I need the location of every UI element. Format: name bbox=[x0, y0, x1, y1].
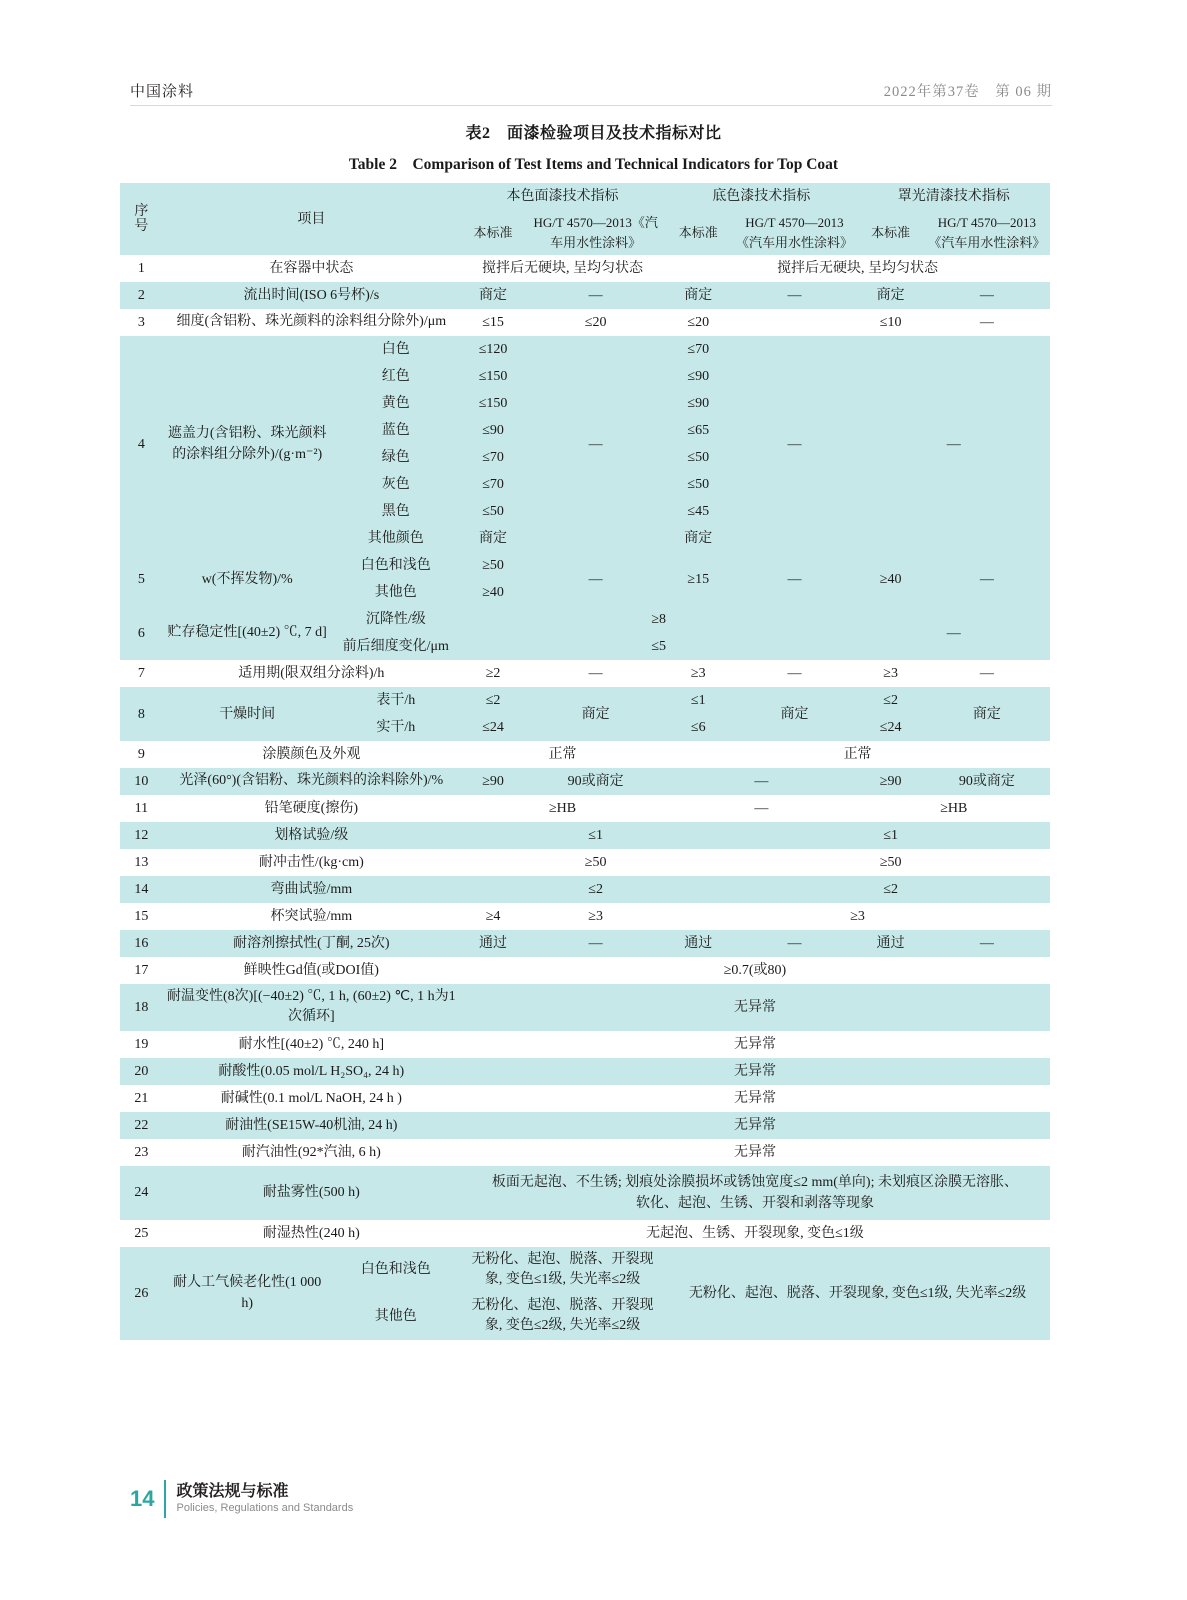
page-footer bbox=[130, 1480, 353, 1518]
row-value: ≤2 bbox=[883, 693, 898, 708]
row-item: 在容器中状态 bbox=[269, 261, 354, 276]
table-row bbox=[120, 309, 1050, 336]
row-item: 耐碱性(0.1 mol/L NaOH, 24 h ) bbox=[220, 1090, 402, 1106]
row-sublabel: 沉降性/级 bbox=[365, 612, 426, 627]
header-sub-6: HG/T 4570—2013《汽车用水性涂料》 bbox=[928, 215, 1046, 250]
row-item: 耐油性(SE15W-40机油, 24 h) bbox=[225, 1117, 398, 1133]
row-no: 1 bbox=[137, 261, 145, 276]
row-value: ≥40 bbox=[482, 585, 504, 600]
row-item: w(不挥发物)/% bbox=[201, 571, 293, 587]
section-name-en: Policies, Regulations and Standards bbox=[176, 1502, 354, 1515]
row-no: 14 bbox=[134, 882, 149, 897]
row-no: 11 bbox=[134, 801, 149, 816]
row-value: 无异常 bbox=[733, 1090, 776, 1106]
row-value: ≤2 bbox=[883, 882, 899, 897]
row-no: 15 bbox=[134, 909, 149, 924]
row-value: 通过 bbox=[684, 936, 713, 951]
row-no: 18 bbox=[134, 999, 149, 1015]
row-sublabel: 前后细度变化/μm bbox=[342, 639, 449, 654]
row-value: ≥90 bbox=[482, 774, 504, 789]
row-value: ≥90 bbox=[879, 774, 902, 789]
row-value: 搅拌后无硬块, 呈均匀状态 bbox=[777, 261, 939, 276]
row-value: — bbox=[946, 436, 961, 452]
row-value: ≤15 bbox=[482, 315, 504, 330]
row-value: ≤50 bbox=[482, 504, 504, 519]
row-value: ≤150 bbox=[478, 396, 508, 411]
row-value: ≤45 bbox=[687, 504, 710, 519]
row-no: 22 bbox=[134, 1117, 149, 1133]
table-row bbox=[120, 984, 1050, 1031]
section-name-cn: 政策法规与标准 bbox=[176, 1483, 289, 1501]
row-value: ≤120 bbox=[478, 342, 508, 357]
row-no: 25 bbox=[134, 1225, 149, 1241]
row-sublabel: 实干/h bbox=[376, 720, 416, 735]
table-row bbox=[120, 1166, 1050, 1220]
row-value: 正常 bbox=[843, 747, 872, 762]
row-value: ≤90 bbox=[687, 396, 710, 411]
row-value: ≥3 bbox=[588, 909, 603, 924]
row-sublabel: 绿色 bbox=[381, 450, 410, 465]
row-value: — bbox=[787, 936, 802, 951]
row-value: — bbox=[588, 666, 603, 681]
row-value: ≤90 bbox=[482, 423, 504, 438]
table-title-en: Table 2 Comparison of Test Items and Technical Indicators for Top Coat bbox=[348, 156, 839, 173]
row-value: ≥3 bbox=[850, 909, 865, 924]
table-header-row-1 bbox=[120, 183, 1050, 210]
row-value: ≤10 bbox=[879, 315, 902, 330]
row-value: 商定 bbox=[780, 706, 809, 722]
row-item: 适用期(限双组分涂料)/h bbox=[238, 666, 385, 681]
table-row bbox=[120, 1112, 1050, 1139]
row-value: ≥3 bbox=[690, 666, 706, 681]
table-row bbox=[120, 876, 1050, 903]
row-value: 通过 bbox=[479, 936, 508, 951]
header-no: 序号 bbox=[134, 203, 149, 234]
row-item: 耐溶剂擦拭性(丁酮, 25次) bbox=[233, 936, 390, 951]
table-row bbox=[120, 1031, 1050, 1058]
row-value: 商定 bbox=[972, 706, 1001, 722]
row-value: ≤50 bbox=[687, 450, 710, 465]
row-value: 无粉化、起泡、脱落、开裂现象, 变色≤1级, 失光率≤2级 bbox=[471, 1251, 654, 1287]
row-item: 耐温变性(8次)[(−40±2) ℃, 1 h, (60±2) ℃, 1 h为1次循环] bbox=[167, 989, 456, 1025]
row-item: 干燥时间 bbox=[219, 706, 276, 722]
table-row bbox=[120, 1220, 1050, 1247]
row-value: ≤1 bbox=[883, 828, 899, 843]
row-no: 6 bbox=[137, 625, 145, 641]
table-row bbox=[120, 741, 1050, 768]
row-no: 16 bbox=[134, 936, 149, 951]
row-value: 无粉化、起泡、脱落、开裂现象, 变色≤2级, 失光率≤2级 bbox=[471, 1298, 654, 1334]
row-value: ≤20 bbox=[584, 315, 607, 330]
row-no: 24 bbox=[134, 1185, 149, 1201]
row-no: 2 bbox=[137, 288, 145, 303]
row-value: ≥4 bbox=[485, 909, 501, 924]
row-value: — bbox=[979, 571, 994, 587]
row-sublabel: 其他色 bbox=[374, 585, 417, 600]
row-item: 贮存稳定性[(40±2) ℃, 7 d] bbox=[167, 624, 327, 640]
row-value: ≤24 bbox=[482, 720, 504, 735]
table-row bbox=[120, 255, 1050, 282]
header-sub-2: HG/T 4570—2013《汽车用水性涂料》 bbox=[533, 215, 658, 250]
row-no: 5 bbox=[137, 571, 145, 587]
row-no: 20 bbox=[134, 1063, 149, 1079]
table-row bbox=[120, 795, 1050, 822]
row-value: ≥HB bbox=[940, 801, 968, 816]
row-value: — bbox=[787, 288, 802, 303]
row-item: 鲜映性Gd值(或DOI值) bbox=[243, 963, 379, 978]
row-value: ≤150 bbox=[478, 369, 508, 384]
row-value: ≤50 bbox=[687, 477, 710, 492]
row-value: ≤2 bbox=[588, 882, 603, 897]
row-value: 商定 bbox=[684, 531, 713, 546]
row-value: 无异常 bbox=[733, 1117, 776, 1133]
row-no: 8 bbox=[137, 706, 145, 722]
row-value: ≤70 bbox=[687, 342, 710, 357]
row-value: ≤65 bbox=[687, 423, 710, 438]
header-group-3: 罩光清漆技术指标 bbox=[897, 189, 1010, 204]
table-title-cn: 表2 面漆检验项目及技术指标对比 bbox=[465, 125, 722, 142]
row-no: 3 bbox=[137, 315, 145, 330]
row-value: — bbox=[588, 936, 603, 951]
row-item: 流出时间(ISO 6号杯)/s bbox=[243, 288, 380, 303]
row-sublabel: 其他色 bbox=[374, 1308, 417, 1324]
row-item: 细度(含铝粉、珠光颜料的涂料组分除外)/μm bbox=[176, 314, 447, 330]
table-row bbox=[120, 903, 1050, 930]
row-no: 4 bbox=[137, 436, 145, 452]
table-row bbox=[120, 606, 1050, 633]
row-value: ≤70 bbox=[482, 450, 504, 465]
row-value: ≤20 bbox=[687, 315, 710, 330]
row-value: ≥HB bbox=[548, 801, 577, 816]
row-sublabel: 白色和浅色 bbox=[360, 1262, 431, 1278]
comparison-table bbox=[120, 183, 1050, 1340]
row-item: 耐水性[(40±2) ℃, 240 h] bbox=[238, 1036, 384, 1052]
row-value: 商定 bbox=[684, 288, 713, 303]
row-value: — bbox=[787, 571, 802, 587]
table-row bbox=[120, 336, 1050, 363]
running-head bbox=[130, 80, 1052, 101]
row-value: — bbox=[787, 666, 802, 681]
row-item: 耐盐雾性(500 h) bbox=[262, 1185, 360, 1201]
row-value: ≤90 bbox=[687, 369, 710, 384]
header-sub-4: HG/T 4570—2013《汽车用水性涂料》 bbox=[735, 215, 853, 250]
row-value: 商定 bbox=[581, 706, 610, 722]
row-item: 耐汽油性(92*汽油, 6 h) bbox=[241, 1144, 381, 1160]
table-row bbox=[120, 1085, 1050, 1112]
row-value: 90或商定 bbox=[958, 774, 1015, 789]
row-value: 90或商定 bbox=[567, 774, 624, 789]
row-value: — bbox=[946, 625, 961, 641]
table-row bbox=[120, 768, 1050, 795]
row-value: 无异常 bbox=[733, 1144, 776, 1160]
row-value: — bbox=[588, 288, 603, 303]
issue-info: 2022年第37卷 第 06 期 bbox=[883, 84, 1052, 100]
row-item: 耐人工气候老化性(1 000 h) bbox=[173, 1275, 322, 1312]
table-row bbox=[120, 687, 1050, 714]
row-value: ≥40 bbox=[879, 571, 902, 587]
row-value: 无异常 bbox=[733, 1036, 776, 1052]
header-group-1: 本色面漆技术指标 bbox=[506, 189, 619, 204]
row-item: 耐酸性(0.05 mol/L H₂SO₄, 24 h) bbox=[218, 1063, 405, 1079]
header-sub-1: 本标准 bbox=[473, 224, 513, 240]
table-row bbox=[120, 930, 1050, 957]
row-item: 杯突试验/mm bbox=[270, 909, 353, 924]
row-value: 搅拌后无硬块, 呈均匀状态 bbox=[482, 261, 644, 276]
table-row bbox=[120, 1139, 1050, 1166]
row-item: 耐湿热性(240 h) bbox=[262, 1225, 360, 1241]
row-value: 板面无起泡、不生锈; 划痕处涂膜损坏或锈蚀宽度≤2 mm(单向); 未划痕区涂膜无溶胀、软化、起泡、生锈、开裂和剥落等现象 bbox=[491, 1174, 1018, 1211]
header-sub-3: 本标准 bbox=[678, 224, 718, 240]
row-value: ≤24 bbox=[879, 720, 902, 735]
header-group-2: 底色漆技术指标 bbox=[712, 189, 811, 204]
row-value: ≤5 bbox=[651, 639, 667, 654]
row-sublabel: 白色 bbox=[381, 342, 410, 357]
row-value: 无粉化、起泡、脱落、开裂现象, 变色≤1级, 失光率≤2级 bbox=[688, 1285, 1027, 1301]
row-value: 通过 bbox=[876, 936, 905, 951]
row-value: — bbox=[588, 571, 603, 587]
header-divider bbox=[130, 105, 1052, 106]
row-value: ≤70 bbox=[482, 477, 504, 492]
row-value: ≥0.7(或80) bbox=[723, 963, 787, 978]
row-value: 商定 bbox=[479, 288, 508, 303]
row-sublabel: 白色和浅色 bbox=[360, 558, 431, 573]
footer-divider bbox=[164, 1480, 166, 1518]
row-value: ≤2 bbox=[485, 693, 501, 708]
row-value: 商定 bbox=[876, 288, 905, 303]
row-value: ≥3 bbox=[883, 666, 898, 681]
table-row bbox=[120, 282, 1050, 309]
row-sublabel: 蓝色 bbox=[381, 423, 410, 438]
row-value: ≥2 bbox=[485, 666, 501, 681]
row-no: 19 bbox=[134, 1036, 149, 1052]
row-sublabel: 表干/h bbox=[376, 693, 416, 708]
page-number: 14 bbox=[130, 1486, 155, 1511]
row-value: ≥50 bbox=[482, 558, 504, 573]
row-value: ≤6 bbox=[690, 720, 706, 735]
table-row bbox=[120, 849, 1050, 876]
row-no: 23 bbox=[134, 1144, 149, 1160]
row-sublabel: 红色 bbox=[381, 369, 410, 384]
row-item: 划格试验/级 bbox=[274, 828, 349, 843]
table-row bbox=[120, 822, 1050, 849]
row-value: — bbox=[979, 315, 994, 330]
row-value: 正常 bbox=[548, 747, 577, 762]
row-value: 无起泡、生锈、开裂现象, 变色≤1级 bbox=[646, 1225, 864, 1241]
row-item: 弯曲试验/mm bbox=[270, 882, 353, 897]
table-row bbox=[120, 552, 1050, 579]
row-item: 铅笔硬度(擦伤) bbox=[264, 801, 358, 816]
row-value: ≥8 bbox=[651, 612, 667, 627]
row-no: 12 bbox=[134, 828, 149, 843]
header-item: 项目 bbox=[297, 211, 326, 227]
row-no: 26 bbox=[134, 1285, 149, 1301]
row-no: 7 bbox=[137, 666, 145, 681]
row-value: 商定 bbox=[479, 531, 508, 546]
row-value: — bbox=[754, 774, 769, 789]
row-item: 光泽(60°)(含铝粉、珠光颜料的涂料除外)/% bbox=[179, 773, 444, 789]
table-row bbox=[120, 1247, 1050, 1294]
row-item: 耐冲击性/(kg·cm) bbox=[258, 855, 364, 870]
row-sublabel: 灰色 bbox=[381, 477, 410, 492]
row-value: — bbox=[979, 936, 994, 951]
row-value: ≥15 bbox=[687, 571, 710, 587]
row-value: — bbox=[979, 288, 994, 303]
row-value: — bbox=[588, 436, 603, 452]
row-value: 无异常 bbox=[733, 1063, 776, 1079]
row-no: 21 bbox=[134, 1090, 149, 1106]
row-item: 遮盖力(含铝粉、珠光颜料的涂料组分除外)/(g·m⁻²) bbox=[167, 426, 327, 462]
table-row bbox=[120, 1058, 1050, 1085]
row-value bbox=[731, 309, 857, 336]
row-item: 涂膜颜色及外观 bbox=[262, 747, 361, 762]
row-sublabel: 黄色 bbox=[381, 396, 410, 411]
row-no: 9 bbox=[137, 747, 145, 762]
row-value: ≤1 bbox=[588, 828, 603, 843]
row-no: 17 bbox=[134, 963, 149, 978]
row-sublabel: 其他颜色 bbox=[367, 531, 424, 546]
row-sublabel: 黑色 bbox=[381, 504, 410, 519]
journal-name: 中国涂料 bbox=[130, 84, 195, 100]
row-value: — bbox=[979, 666, 994, 681]
row-value: ≥50 bbox=[584, 855, 607, 870]
row-no: 10 bbox=[134, 774, 149, 789]
header-sub-5: 本标准 bbox=[871, 224, 911, 240]
row-value: — bbox=[754, 801, 769, 816]
row-value: ≤1 bbox=[690, 693, 706, 708]
table-row bbox=[120, 957, 1050, 984]
row-value: 无异常 bbox=[733, 999, 776, 1015]
row-no: 13 bbox=[134, 855, 149, 870]
row-value: ≥50 bbox=[879, 855, 902, 870]
table-row bbox=[120, 660, 1050, 687]
row-value: — bbox=[787, 436, 802, 452]
